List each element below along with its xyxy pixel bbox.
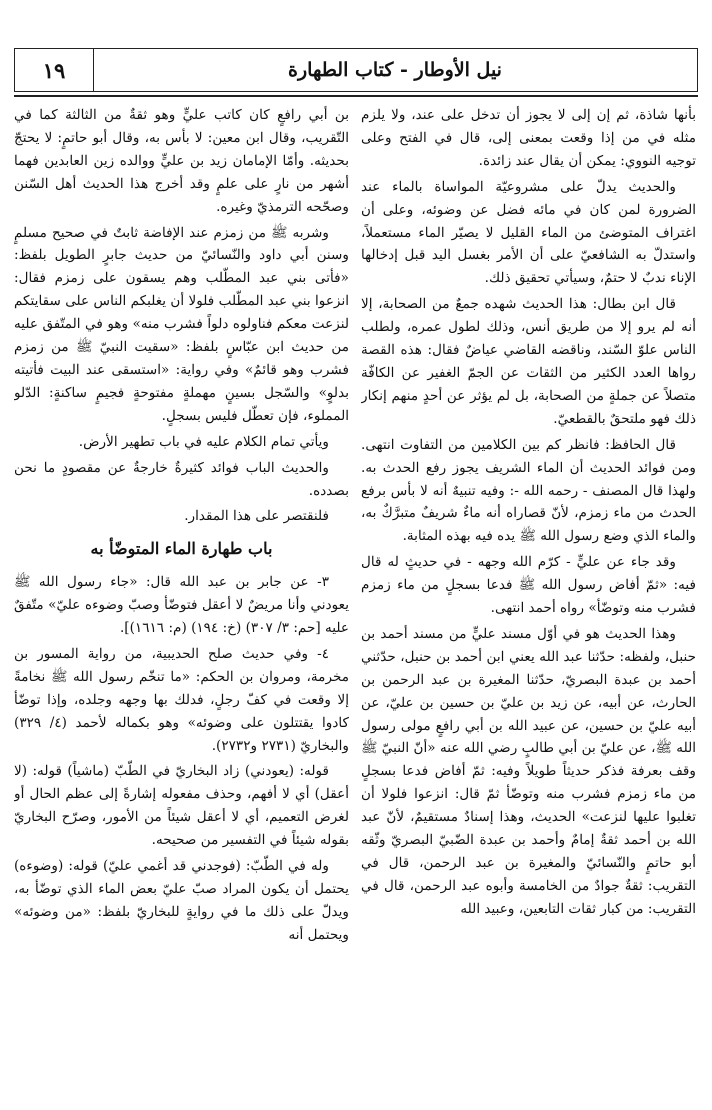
paragraph: فلنقتصر على هذا المقدار. [184,508,329,525]
paragraph: قوله: (يعودني) زاد البخاريّ في الطّبّ (ماشياً) قوله: (لا أعقل) أي لا أفهم، وحذف مفعوله إشارةً إلى عظم الحال أو لغرض التعميم، أي لا أعقل شيئاً من الأمور، وصرّح البخاريّ بقوله شيئاً في التفسير من صحيحه. [14,763,349,849]
paragraph: وشربه ﷺ من زمزم عند الإفاضة ثابتٌ في صحيح مسلمٍ وسنن أبي داود والنّسائيّ من حديث جابرٍ الطويل بلفظ: «فأتى بني عبد المطّلب وهم يسقون على زمزم فقال: انزعوا بني عبد المطّلب فلولا أن يغلبكم الناس على سقايتكم لنزعت معكم فناولوه دلواً فشرب منه» وهو في المتّفق عليه من حديث ابن عبّاسٍ بلفظ: «سقيت النبيّ ﷺ من زمزم فشرب وهو قائمٌ» وفي رواية: «استسقى عند البيت فأتيته بدلوٍ» والسّجل بسينٍ مهملةٍ مفتوحةٍ فجيمٍ ساكنةٍ: الدّلو المملوء، فإن تعطّل فليس بسجلٍ. [14,224,349,424]
right-column [361,104,696,1104]
paragraph: وقد جاء عن عليٍّ - كرّم الله وجهه - في حديثٍ له قال فيه: «ثمّ أفاض رسول الله ﷺ فدعا بسجلٍ من ماء زمزم فشرب منه وتوضّأ» رواه أحمد انتهى. [361,554,696,617]
paragraph: ويأتي تمام الكلام عليه في باب تطهير الأرض. [78,433,329,450]
paragraph: ٣- عن جابر بن عبد الله قال: «جاء رسول الله ﷺ يعودني وأنا مريضٌ لا أعقل فتوضّأ وصبّ وضوءه عليّ» متّفقٌ عليه [حم: ٣/ ٣٠٧) (خ: ١٩٤) (م: ١٦١٦)]. [14,574,349,637]
paragraph: ٤- وفي حديث صلح الحديبية، من رواية المسور بن مخرمة، ومروان بن الحكم: «ما تنخّم رسول الله ﷺ نخامةً إلا وقعت في كفّ رجلٍ، فدلك بها وجهه وجلده، وإذا توضّأ كادوا يقتتلون على وضوئه» وهو بكماله لأحمد (٤/ ٣٢٩) والبخاريّ (٢٧٣١ و٢٧٣٢). [14,645,349,754]
running-header [14,48,698,92]
paragraph: والحديث يدلّ على مشروعيّة المواساة بالماء عند الضرورة لمن كان في مائه فضل عن وضوئه، وعلى أن اغتراف المتوضئ من الماء القليل لا يصيّر الماء مستعملاً، واستدلّ به الشافعيّ على أن الأمر بغسل اليد قبل إدخالها الإناء ندبٌ لا حتمٌ، وسيأتي تحقيق ذلك. [361,178,696,287]
header-rule [14,95,698,97]
chapter-heading: باب طهارة الماء المتوضّأ به [90,539,273,559]
page-number: ١٩ [15,49,94,91]
paragraph: بأنها شاذة، ثم إن إلى لا يجوز أن تدخل على عند، ولا يلزم مثله في من إذا وقعت بمعنى إلى، قال في الفتح وعلى توجيه النووي: يمكن أن يقال عند زائدة. [361,107,696,169]
paragraph: قال ابن بطال: هذا الحديث شهده جمعٌ من الصحابة، إلا أنه لم يرو إلا من طريق أنس، وذلك لطول عمره، ولطلب الناس علوّ السّند، وناقضه القاضي عياضٌ فقال: هذه القصة رواها العدد الكثير من الثقات عن الجمّ الغفير عن الكافّة متصلاً عن جملةٍ من الصحابة، بل لم يؤثر عن أحدٍ منهم إنكار ذلك فهو ملتحقٌ بالقطعيّ. [361,296,696,427]
paragraph: والحديث الباب فوائد كثيرةٌ خارجةٌ عن مقصودٍ ما نحن بصدده. [14,459,349,499]
running-title: نيل الأوطار - كتاب الطهارة [288,59,502,81]
left-column [14,104,349,1104]
paragraph: قال الحافظ: فانظر كم بين الكلامين من التفاوت انتهى. ومن فوائد الحديث أن الماء الشريف يجوز رفع الحدث به. ولهذا قال المصنف - رحمه الله -: وفيه تنبيهٌ أنه لا بأس برفع الحدث من ماء زمزم، لأنّ قصاراه أنه ماءٌ شريفٌ متبرَّكٌ به، والماء الذي وضع رسول الله ﷺ يده فيه بهذه المثابة. [361,436,696,545]
paragraph: وهذا الحديث هو في أوّل مسند عليٍّ من مسند أحمد بن حنبل، ولفظه: حدّثنا عبد الله يعني ابن أحمد بن حنبل، حدّثني أحمد بن عبدة البصريّ، حدّثنا المغيرة بن عبد الرحمن بن الحارث، عن أبيه، عن زيد بن عليّ بن حسين بن عليّ، عن أبيه عليّ بن حسين، عن عبيد الله بن أبي رافعٍ مولى رسول الله ﷺ، عن عليّ بن أبي طالبٍ رضي الله عنه «أنّ النبيّ ﷺ وقف بعرفة فذكر حديثاً طويلاً وفيه: ثمّ أفاض فدعا بسجلٍ من ماء زمزم فشرب منه وتوضّأ ثمّ قال: انزعوا فلولا أن تغلبوا عليها لنزعت» الحديث، وهذا إسنادٌ مستقيمٌ، لأنّ عبد الله بن أحمد ثقةٌ إمامٌ وأحمد بن عبدة الضّبيّ البصريّ وثّقه أبو حاتمٍ والنّسائيّ والمغيرة بن عبد الرحمن، قال في التقريب: ثقةٌ جوادٌ من الخامسة وأبوه عبد الرحمن، قال في التقريب: من كبار ثقات التابعين، وعبيد الله [361,625,696,917]
paragraph: بن أبي رافعٍ كان كاتب عليٍّ وهو ثقةٌ من الثالثة كما في التّقريب، وقال ابن معين: لا بأس به، وقال أبو حاتمٍ: لا يحتجّ بحديثه. وأمّا الإمامان زيد بن عليٍّ ووالده زين العابدين فهما أشهر من نارٍ على علمٍ وقد أخرج هذا الحديث أهل السّنن وصحّحه الترمذيّ وغيره. [14,107,349,215]
paragraph: وله في الطّبّ: (فوجدني قد أغمي عليّ) قوله: (وضوءه) يحتمل أن يكون المراد صبّ عليّ بعض الماء الذي توضّأ به، ويدلّ على ذلك ما في روايةٍ للبخاريّ بلفظ: «من وضوئه» ويحتمل أنه [14,858,349,943]
